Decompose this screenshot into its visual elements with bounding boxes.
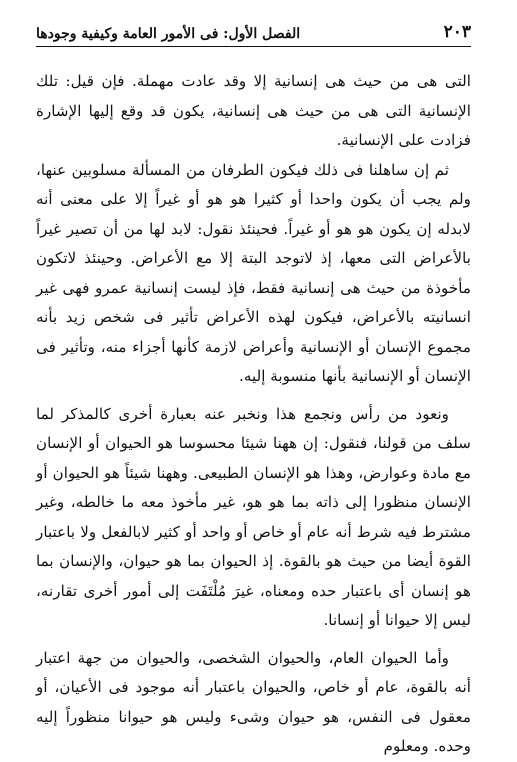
header-rule xyxy=(36,46,471,47)
paragraph-2: ثم إن ساهلنا فى ذلك فيكون الطرفان من المسألة مسلوبين عنها، ولم يجب أن يكون واحدا أو كثيرا هو هو أو غيراً إلا على معنى أنه لابدله إن يكون هو هو أو غيراً. فحينئذ نقول: لابد لها من أن تصير غيراً بالأعراض التى معها، إذ لاتوجد البتة إلا مع الأعراض. وحينئذ لاتكون مأخوذة من حيث هى إنسانية فقط، فإذ ليست إنسانية عمرو فهى غير انسانيته بالأعراض، فيكون لهذه الأعراض تأثير فى شخص زيد بأنه مجموع الإنسان أو الإنسانية وأعراض لازمة كأنها أجزاء منه، وتأثير فى الإنسان أو الإنسانية بأنها منسوبة إليه. xyxy=(36,160,471,385)
page-number: ٢٠٣ xyxy=(443,22,471,42)
page-header xyxy=(36,14,471,42)
paragraph-3: ونعود من رأس ونجمع هذا ونخبر عنه بعبارة أخرى كالمذكر لما سلف من قولنا، فنقول: إن ههنا شيئا محسوسا هو الحيوان أو الإنسان مع مادة وعوارض، وهذا هو الإنسان الطبيعى. وههنا شيئاً هو الحيوان أو الإنسان منظورا إلى ذاته بما هو هو، غير مأخوذ معه ما خالطه، وغير مشترط فيه شرط أنه عام أو خاص أو واحد أو كثير لابالفعل ولا باعتبار القوة أيضا من حيث هو بالقوة. إذ الحيوان بما هو حيوان، والإنسان بما هو إنسان أى باعتبار حده ومعناه، غيرَ مُلْتَفَت إلى أمور أخرى تقارنه، ليس إلا حيوانا أو إنسانا. xyxy=(36,404,471,629)
paragraph-1: التى هى من حيث هى إنسانية إلا وقد عادت مهملة. فإن قيل: تلك الإنسانية التى هى من حيث هى إنسانية، يكون قد وقع إليها الإشارة فزادت على الإنسانية. xyxy=(36,72,471,149)
running-head: الفصل الأول: فى الأمور العامة وكيفية وجودها xyxy=(36,26,301,42)
paragraph-4: وأما الحيوان العام، والحيوان الشخصى، والحيوان من جهة اعتبار أنه بالقوة، عام أو خاص، والحيوان باعتبار أنه موجود فى الأعيان، أو معقول فى النفس، هو حيوان وشىء وليس هو حيوانا منظوراً إليه وحده. ومعلوم xyxy=(36,648,471,755)
page-body xyxy=(36,67,471,762)
